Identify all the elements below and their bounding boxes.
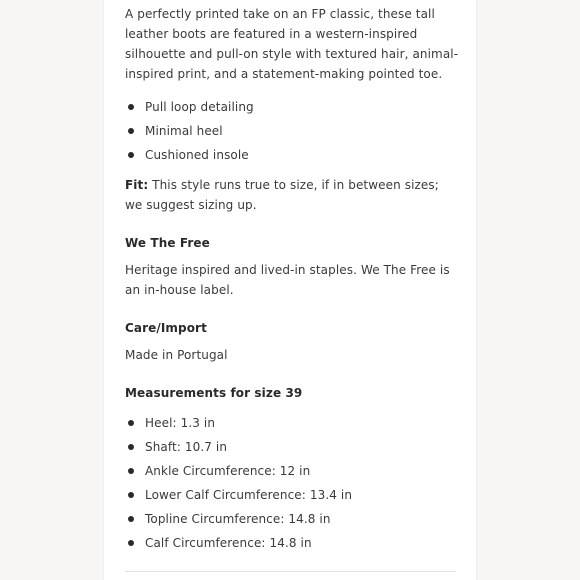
bullet-icon [128, 468, 134, 474]
measurement-text: Topline Circumference: 14.8 in [145, 512, 331, 526]
measurement-text: Heel: 1.3 in [145, 416, 216, 430]
care-description: Made in Portugal [125, 348, 228, 362]
list-item [125, 119, 460, 143]
list-item [125, 143, 460, 167]
bullet-icon [128, 420, 134, 426]
section-divider [125, 571, 456, 572]
fit-note [125, 175, 460, 215]
fit-text: This style runs true to size, if in between sizes; we suggest sizing up. [125, 178, 439, 212]
feature-text: Minimal heel [145, 124, 223, 138]
measurements-list [125, 411, 460, 555]
bullet-icon [128, 516, 134, 522]
feature-text: Cushioned insole [145, 148, 249, 162]
fit-label: Fit: [125, 178, 149, 192]
list-item [125, 507, 460, 531]
product-description [125, 4, 460, 555]
measurement-text: Ankle Circumference: 12 in [145, 464, 311, 478]
list-item [125, 411, 460, 435]
bullet-icon [128, 540, 134, 546]
list-item [125, 483, 460, 507]
bullet-icon [128, 128, 134, 134]
list-item [125, 435, 460, 459]
bullet-icon [128, 444, 134, 450]
brand-description: Heritage inspired and lived-in staples. We The Free is an in-house label. [125, 263, 450, 297]
brand-heading: We The Free [125, 236, 210, 250]
measurement-text: Shaft: 10.7 in [145, 440, 228, 454]
bullet-icon [128, 152, 134, 158]
feature-text: Pull loop detailing [145, 100, 254, 114]
measurement-text: Lower Calf Circumference: 13.4 in [145, 488, 353, 502]
list-item [125, 459, 460, 483]
bullet-icon [128, 492, 134, 498]
bullet-icon [128, 104, 134, 110]
measurements-heading: Measurements for size 39 [125, 386, 303, 400]
product-details-panel [104, 0, 476, 580]
list-item [125, 531, 460, 555]
list-item [125, 95, 460, 119]
measurement-text: Calf Circumference: 14.8 in [145, 536, 312, 550]
description-intro: A perfectly printed take on an FP classic, these tall leather boots are featured in a western-inspired silhouette and pull-on style with textured hair, animal-inspired print, and a statement-making pointed toe. [125, 7, 459, 81]
feature-list [125, 95, 460, 167]
care-heading: Care/Import [125, 321, 207, 335]
